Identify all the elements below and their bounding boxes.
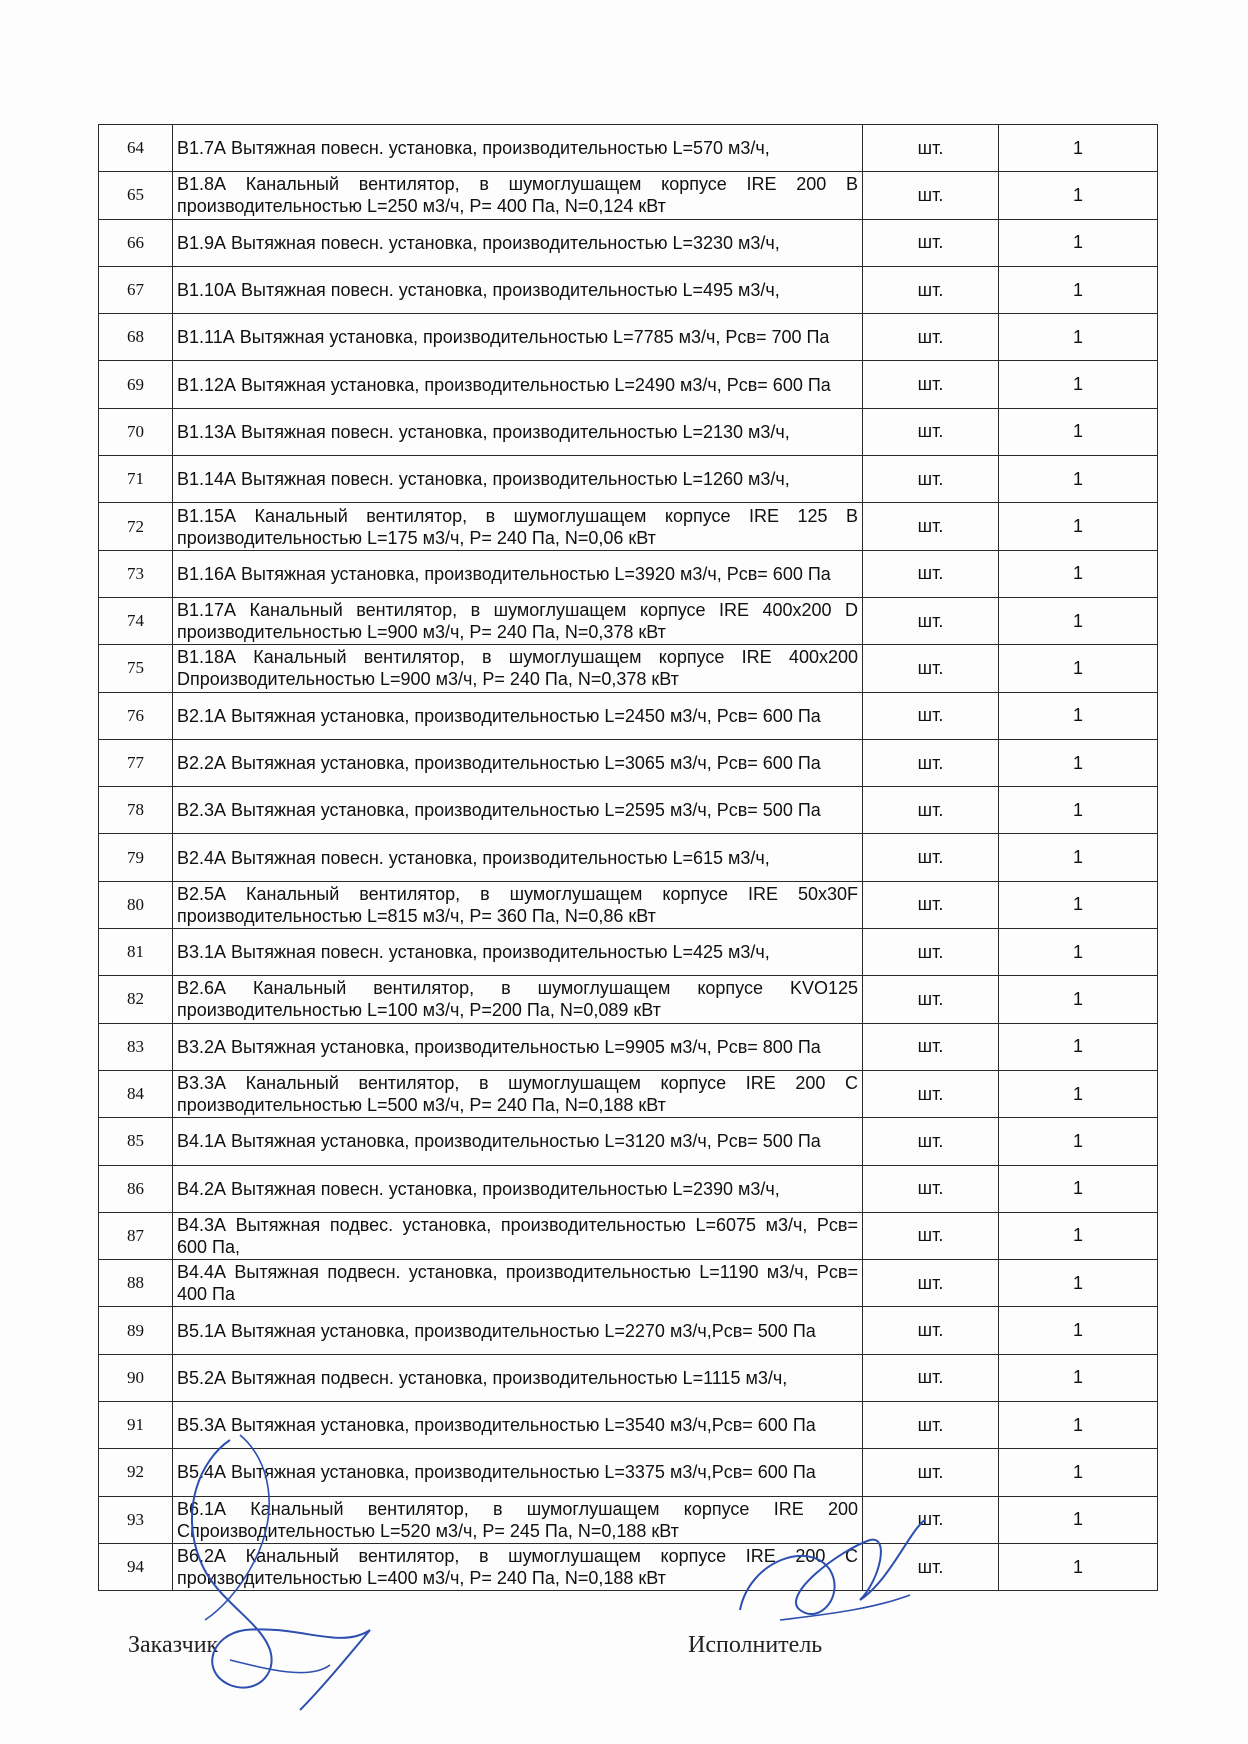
row-number: 74 (99, 597, 173, 644)
row-number: 65 (99, 172, 173, 219)
table-row (99, 550, 1158, 597)
row-number: 82 (99, 976, 173, 1023)
table-row (99, 692, 1158, 739)
table-body (99, 125, 1158, 1591)
row-description: В1.11А Вытяжная установка, производительностью L=7785 м3/ч, Рсв= 700 Па (173, 314, 863, 361)
table-row (99, 172, 1158, 219)
row-quantity: 1 (999, 1307, 1158, 1354)
table-row (99, 1023, 1158, 1070)
row-description: В5.4А Вытяжная установка, производительностью L=3375 м3/ч,Рсв= 600 Па (173, 1449, 863, 1496)
row-unit: шт. (863, 1165, 999, 1212)
row-unit: шт. (863, 645, 999, 692)
customer-label: Заказчик (128, 1632, 219, 1658)
row-unit: шт. (863, 1260, 999, 1307)
row-description: В2.4А Вытяжная повесн. установка, производительностью L=615 м3/ч, (173, 834, 863, 881)
row-description: В5.3А Вытяжная установка, производительностью L=3540 м3/ч,Рсв= 600 Па (173, 1402, 863, 1449)
row-number: 84 (99, 1070, 173, 1117)
specification-table (98, 124, 1158, 1591)
row-description: В1.16А Вытяжная установка, производительностью L=3920 м3/ч, Рсв= 600 Па (173, 550, 863, 597)
row-unit: шт. (863, 172, 999, 219)
row-number: 93 (99, 1496, 173, 1543)
row-unit: шт. (863, 1212, 999, 1259)
row-number: 81 (99, 929, 173, 976)
table-row (99, 1449, 1158, 1496)
row-unit: шт. (863, 976, 999, 1023)
row-quantity: 1 (999, 976, 1158, 1023)
table-row (99, 1496, 1158, 1543)
row-description: В2.3А Вытяжная установка, производительностью L=2595 м3/ч, Рсв= 500 Па (173, 787, 863, 834)
row-description: В2.2А Вытяжная установка, производительностью L=3065 м3/ч, Рсв= 600 Па (173, 739, 863, 786)
row-description: В4.2А Вытяжная повесн. установка, производительностью L=2390 м3/ч, (173, 1165, 863, 1212)
row-number: 70 (99, 408, 173, 455)
row-number: 91 (99, 1402, 173, 1449)
row-unit: шт. (863, 1023, 999, 1070)
table-row (99, 1354, 1158, 1401)
row-unit: шт. (863, 1402, 999, 1449)
row-unit: шт. (863, 881, 999, 928)
row-quantity: 1 (999, 834, 1158, 881)
row-description: В1.7А Вытяжная повесн. установка, производительностью L=570 м3/ч, (173, 125, 863, 172)
row-quantity: 1 (999, 1023, 1158, 1070)
row-unit: шт. (863, 1496, 999, 1543)
row-number: 73 (99, 550, 173, 597)
table-row (99, 1118, 1158, 1165)
table-row (99, 1543, 1158, 1590)
row-number: 66 (99, 219, 173, 266)
row-quantity: 1 (999, 645, 1158, 692)
row-number: 71 (99, 456, 173, 503)
row-description: В6.2А Канальный вентилятор, в шумоглушащем корпусе IRE 200 C производительностью L=400 м3/ч, Р= 240 Па, N=0,188 кВт (173, 1543, 863, 1590)
row-description: В2.6А Канальный вентилятор, в шумоглушащем корпусе KVO125 производительностью L=100 м3/ч, Р=200 Па, N=0,089 кВт (173, 976, 863, 1023)
table-row (99, 361, 1158, 408)
table-row (99, 1070, 1158, 1117)
row-unit: шт. (863, 503, 999, 550)
row-unit: шт. (863, 1449, 999, 1496)
row-number: 90 (99, 1354, 173, 1401)
row-number: 68 (99, 314, 173, 361)
row-number: 86 (99, 1165, 173, 1212)
row-description: В6.1А Канальный вентилятор, в шумоглушащем корпусе IRE 200 Cпроизводительностью L=520 м3/ч, Р= 245 Па, N=0,188 кВт (173, 1496, 863, 1543)
row-unit: шт. (863, 929, 999, 976)
table-row (99, 1307, 1158, 1354)
contractor-label: Исполнитель (688, 1632, 823, 1658)
table-row (99, 597, 1158, 644)
row-number: 88 (99, 1260, 173, 1307)
row-quantity: 1 (999, 1212, 1158, 1259)
row-number: 89 (99, 1307, 173, 1354)
row-quantity: 1 (999, 1354, 1158, 1401)
row-description: В5.1А Вытяжная установка, производительностью L=2270 м3/ч,Рсв= 500 Па (173, 1307, 863, 1354)
row-quantity: 1 (999, 550, 1158, 597)
row-quantity: 1 (999, 739, 1158, 786)
row-unit: шт. (863, 219, 999, 266)
row-unit: шт. (863, 1118, 999, 1165)
row-number: 92 (99, 1449, 173, 1496)
row-unit: шт. (863, 408, 999, 455)
row-description: В1.18А Канальный вентилятор, в шумоглушащем корпусе IRE 400x200 Dпроизводительностью L=900 м3/ч, Р= 240 Па, N=0,378 кВт (173, 645, 863, 692)
row-unit: шт. (863, 361, 999, 408)
row-unit: шт. (863, 834, 999, 881)
row-unit: шт. (863, 1307, 999, 1354)
table-row (99, 1402, 1158, 1449)
row-unit: шт. (863, 125, 999, 172)
row-unit: шт. (863, 787, 999, 834)
row-number: 67 (99, 266, 173, 313)
row-number: 64 (99, 125, 173, 172)
table-row (99, 1212, 1158, 1259)
row-quantity: 1 (999, 125, 1158, 172)
table-row (99, 408, 1158, 455)
table-row (99, 787, 1158, 834)
row-quantity: 1 (999, 314, 1158, 361)
row-description: В1.13А Вытяжная повесн. установка, производительностью L=2130 м3/ч, (173, 408, 863, 455)
row-unit: шт. (863, 1070, 999, 1117)
row-quantity: 1 (999, 1070, 1158, 1117)
row-unit: шт. (863, 597, 999, 644)
row-quantity: 1 (999, 929, 1158, 976)
row-description: В1.8А Канальный вентилятор, в шумоглушащем корпусе IRE 200 B производительностью L=250 м3/ч, Р= 400 Па, N=0,124 кВт (173, 172, 863, 219)
row-quantity: 1 (999, 456, 1158, 503)
row-unit: шт. (863, 266, 999, 313)
row-description: В1.15А Канальный вентилятор, в шумоглушащем корпусе IRE 125 B производительностью L=175 м3/ч, Р= 240 Па, N=0,06 кВт (173, 503, 863, 550)
row-quantity: 1 (999, 1402, 1158, 1449)
row-quantity: 1 (999, 266, 1158, 313)
row-quantity: 1 (999, 172, 1158, 219)
row-number: 80 (99, 881, 173, 928)
row-quantity: 1 (999, 503, 1158, 550)
row-description: В4.4А Вытяжная подвесн. установка, производительностью L=1190 м3/ч, Рсв= 400 Па (173, 1260, 863, 1307)
table-row (99, 503, 1158, 550)
row-number: 85 (99, 1118, 173, 1165)
row-quantity: 1 (999, 408, 1158, 455)
row-unit: шт. (863, 550, 999, 597)
table-row (99, 976, 1158, 1023)
table-row (99, 266, 1158, 313)
row-quantity: 1 (999, 881, 1158, 928)
row-description: В3.2А Вытяжная установка, производительностью L=9905 м3/ч, Рсв= 800 Па (173, 1023, 863, 1070)
row-number: 69 (99, 361, 173, 408)
row-unit: шт. (863, 739, 999, 786)
row-quantity: 1 (999, 597, 1158, 644)
row-description: В1.14А Вытяжная повесн. установка, производительностью L=1260 м3/ч, (173, 456, 863, 503)
row-quantity: 1 (999, 1543, 1158, 1590)
row-unit: шт. (863, 692, 999, 739)
row-description: В3.1А Вытяжная повесн. установка, производительностью L=425 м3/ч, (173, 929, 863, 976)
row-quantity: 1 (999, 787, 1158, 834)
row-number: 76 (99, 692, 173, 739)
row-quantity: 1 (999, 1449, 1158, 1496)
row-description: В1.12А Вытяжная установка, производительностью L=2490 м3/ч, Рсв= 600 Па (173, 361, 863, 408)
table-row (99, 929, 1158, 976)
table-row (99, 456, 1158, 503)
table-row (99, 1165, 1158, 1212)
row-unit: шт. (863, 1543, 999, 1590)
row-quantity: 1 (999, 1496, 1158, 1543)
row-description: В1.10А Вытяжная повесн. установка, производительностью L=495 м3/ч, (173, 266, 863, 313)
row-quantity: 1 (999, 692, 1158, 739)
row-unit: шт. (863, 314, 999, 361)
row-number: 79 (99, 834, 173, 881)
row-number: 94 (99, 1543, 173, 1590)
row-description: В4.3А Вытяжная подвес. установка, производительностью L=6075 м3/ч, Рсв= 600 Па, (173, 1212, 863, 1259)
row-quantity: 1 (999, 1118, 1158, 1165)
row-number: 78 (99, 787, 173, 834)
row-description: В5.2А Вытяжная подвесн. установка, производительностью L=1115 м3/ч, (173, 1354, 863, 1401)
row-description: В2.5А Канальный вентилятор, в шумоглушащем корпусе IRE 50x30F производительностью L=815 м3/ч, Р= 360 Па, N=0,86 кВт (173, 881, 863, 928)
row-number: 87 (99, 1212, 173, 1259)
table-row (99, 739, 1158, 786)
row-quantity: 1 (999, 1165, 1158, 1212)
row-quantity: 1 (999, 219, 1158, 266)
table-row (99, 834, 1158, 881)
table-row (99, 219, 1158, 266)
row-description: В3.3А Канальный вентилятор, в шумоглушащем корпусе IRE 200 C производительностью L=500 м3/ч, Р= 240 Па, N=0,188 кВт (173, 1070, 863, 1117)
table-row (99, 125, 1158, 172)
table-row (99, 314, 1158, 361)
row-quantity: 1 (999, 1260, 1158, 1307)
table-row (99, 1260, 1158, 1307)
row-number: 77 (99, 739, 173, 786)
row-description: В1.17А Канальный вентилятор, в шумоглушащем корпусе IRE 400x200 D производительностью L=900 м3/ч, Р= 240 Па, N=0,378 кВт (173, 597, 863, 644)
row-description: В1.9А Вытяжная повесн. установка, производительностью L=3230 м3/ч, (173, 219, 863, 266)
row-description: В2.1А Вытяжная установка, производительностью L=2450 м3/ч, Рсв= 600 Па (173, 692, 863, 739)
row-number: 72 (99, 503, 173, 550)
row-quantity: 1 (999, 361, 1158, 408)
row-unit: шт. (863, 456, 999, 503)
table-row (99, 881, 1158, 928)
row-number: 83 (99, 1023, 173, 1070)
table-row (99, 645, 1158, 692)
row-unit: шт. (863, 1354, 999, 1401)
row-description: В4.1А Вытяжная установка, производительностью L=3120 м3/ч, Рсв= 500 Па (173, 1118, 863, 1165)
row-number: 75 (99, 645, 173, 692)
